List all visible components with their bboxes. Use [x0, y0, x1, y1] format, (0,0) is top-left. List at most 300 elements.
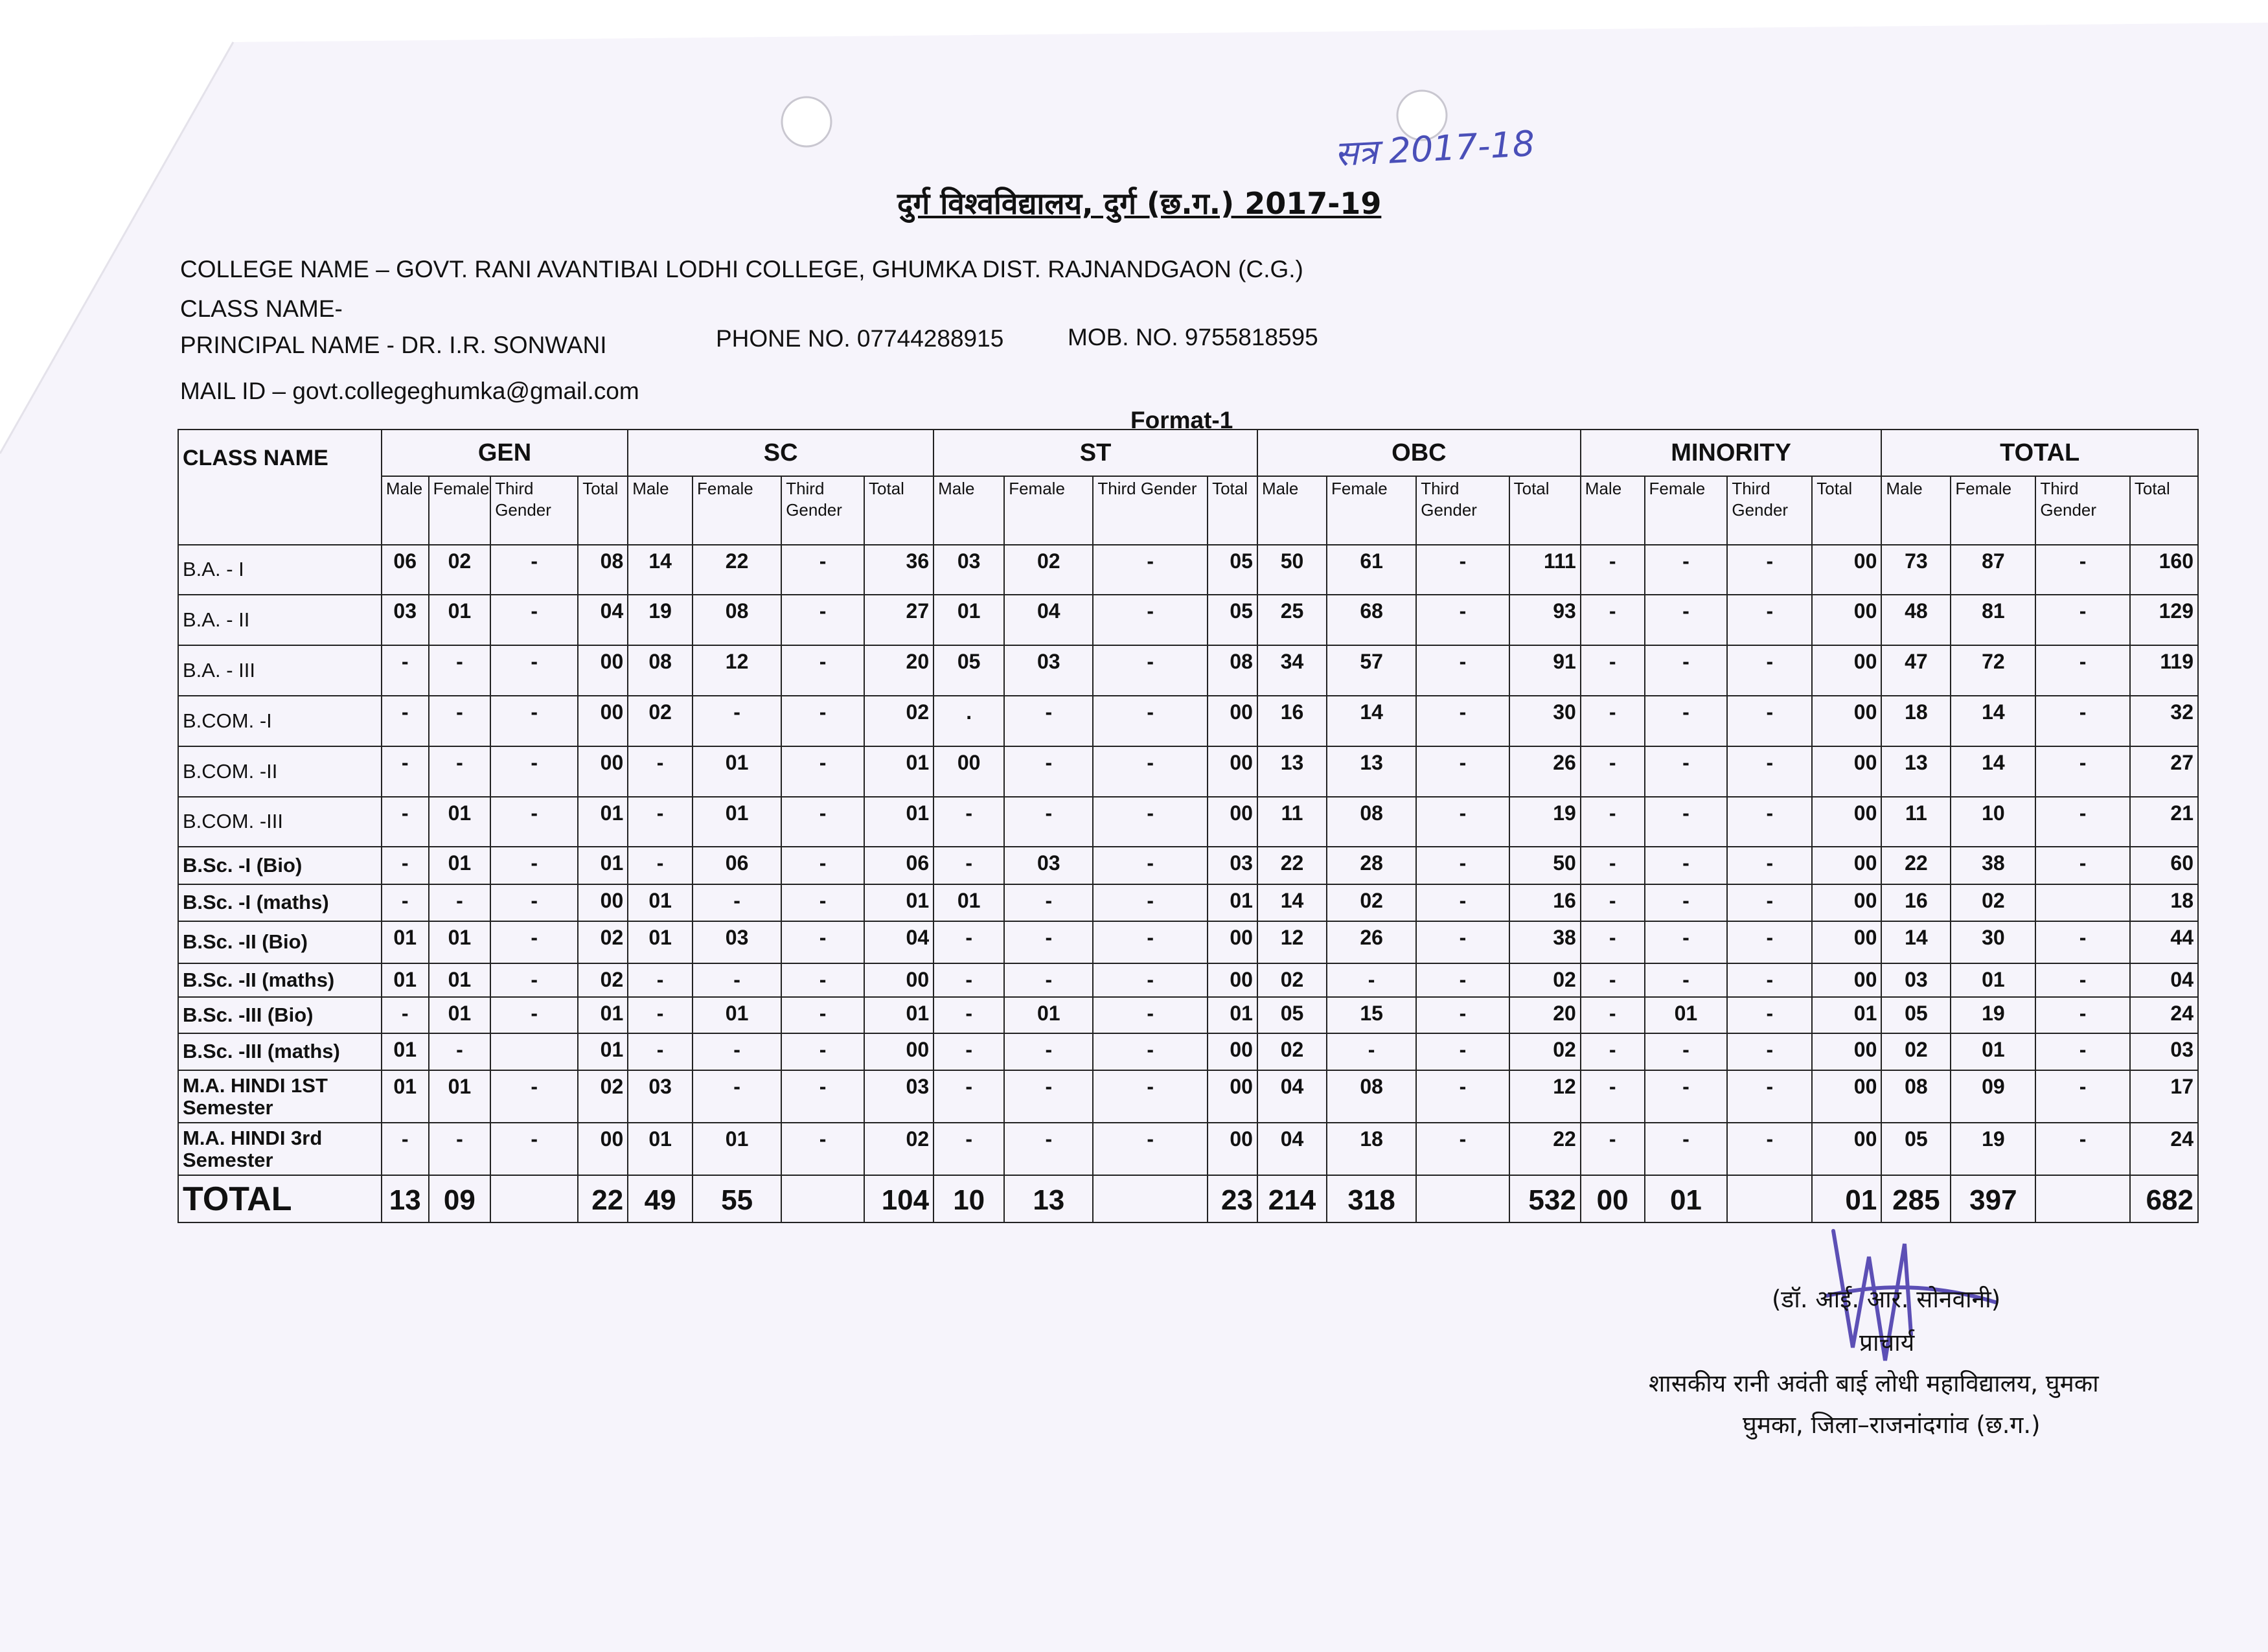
value-cell: 17: [2130, 1070, 2198, 1123]
value-cell: -: [1093, 1070, 1208, 1123]
value-cell: -: [1727, 696, 1812, 746]
value-cell: 04: [1257, 1123, 1327, 1175]
value-cell: 30: [1509, 696, 1581, 746]
value-cell: -: [2035, 997, 2129, 1033]
format-label: Format-1: [1130, 407, 1233, 433]
value-cell: -: [693, 963, 781, 997]
value-cell: 49: [628, 1175, 693, 1222]
value-cell: 04: [578, 595, 628, 645]
value-cell: 93: [1509, 595, 1581, 645]
value-cell: 01: [864, 746, 934, 797]
value-cell: 14: [1951, 696, 2035, 746]
value-cell: 01: [864, 997, 934, 1033]
value-cell: 02: [1257, 963, 1327, 997]
value-cell: 09: [429, 1175, 491, 1222]
value-cell: 91: [1509, 645, 1581, 696]
value-cell: 00: [578, 645, 628, 696]
table-row: [178, 997, 2198, 1033]
value-cell: -: [429, 1123, 491, 1175]
value-cell: 285: [1881, 1175, 1951, 1222]
value-cell: -: [1416, 746, 1509, 797]
value-cell: 03: [693, 921, 781, 964]
subcol-header: Third Gender: [1727, 476, 1812, 545]
table-row: [178, 696, 2198, 746]
class-name-cell: B.Sc. -II (maths): [178, 963, 382, 997]
value-cell: -: [1416, 1123, 1509, 1175]
value-cell: 61: [1327, 545, 1416, 595]
value-cell: -: [1645, 696, 1728, 746]
value-cell: -: [1416, 847, 1509, 884]
value-cell: -: [781, 797, 864, 847]
value-cell: 08: [1327, 797, 1416, 847]
value-cell: 00: [1812, 921, 1881, 964]
value-cell: 14: [1881, 921, 1951, 964]
value-cell: 10: [934, 1175, 1004, 1222]
value-cell: -: [382, 997, 429, 1033]
class-name-cell: B.Sc. -II (Bio): [178, 921, 382, 964]
value-cell: 160: [2130, 545, 2198, 595]
value-cell: 00: [1208, 797, 1257, 847]
value-cell: -: [1581, 545, 1645, 595]
value-cell: 01: [1004, 997, 1093, 1033]
class-name-cell: B.COM. -III: [178, 797, 382, 847]
value-cell: -: [1581, 1123, 1645, 1175]
value-cell: -: [490, 921, 578, 964]
class-name-cell: B.A. - II: [178, 595, 382, 645]
value-cell: 14: [1327, 696, 1416, 746]
value-cell: -: [1093, 645, 1208, 696]
value-cell: 00: [1812, 746, 1881, 797]
value-cell: -: [628, 847, 693, 884]
value-cell: 00: [1208, 696, 1257, 746]
value-cell: 214: [1257, 1175, 1327, 1222]
value-cell: -: [1645, 847, 1728, 884]
value-cell: 22: [1881, 847, 1951, 884]
value-cell: -: [429, 1033, 491, 1070]
value-cell: 03: [1004, 847, 1093, 884]
class-name-cell: B.Sc. -III (maths): [178, 1033, 382, 1070]
value-cell: 06: [864, 847, 934, 884]
value-cell: -: [1645, 746, 1728, 797]
value-cell: -: [781, 746, 864, 797]
value-cell: 19: [1951, 997, 2035, 1033]
value-cell: 00: [578, 884, 628, 921]
value-cell: 27: [864, 595, 934, 645]
value-cell: -: [490, 1123, 578, 1175]
value-cell: -: [1093, 746, 1208, 797]
value-cell: -: [934, 1123, 1004, 1175]
value-cell: 00: [1812, 847, 1881, 884]
value-cell: 01: [628, 921, 693, 964]
value-cell: -: [1581, 1033, 1645, 1070]
value-cell: 22: [1257, 847, 1327, 884]
value-cell: 02: [1327, 884, 1416, 921]
value-cell: -: [490, 696, 578, 746]
value-cell: 01: [1951, 963, 2035, 997]
value-cell: -: [1416, 921, 1509, 964]
value-cell: -: [1727, 1123, 1812, 1175]
table-row: [178, 1033, 2198, 1070]
value-cell: 01: [429, 963, 491, 997]
value-cell: 00: [1812, 1123, 1881, 1175]
class-name-cell: B.COM. -II: [178, 746, 382, 797]
value-cell: 01: [1812, 1175, 1881, 1222]
value-cell: -: [781, 696, 864, 746]
value-cell: 36: [864, 545, 934, 595]
value-cell: -: [1416, 595, 1509, 645]
value-cell: 13: [1327, 746, 1416, 797]
class-name-header: CLASS NAME: [178, 430, 382, 545]
class-name-cell: B.A. - I: [178, 545, 382, 595]
enrollment-table: [178, 429, 2199, 1223]
value-cell: 01: [693, 746, 781, 797]
value-cell: -: [1004, 696, 1093, 746]
table-row: [178, 595, 2198, 645]
value-cell: 532: [1509, 1175, 1581, 1222]
value-cell: -: [1727, 545, 1812, 595]
value-cell: 01: [578, 1033, 628, 1070]
value-cell: -: [490, 645, 578, 696]
value-cell: 00: [864, 963, 934, 997]
value-cell: [2035, 884, 2129, 921]
value-cell: -: [781, 595, 864, 645]
class-name-cell: M.A. HINDI 3rd Semester: [178, 1123, 382, 1175]
value-cell: 23: [1208, 1175, 1257, 1222]
signatory-place: घुमका, जिला–राजनांदगांव (छ.ग.): [1743, 1411, 2041, 1439]
value-cell: 00: [1208, 1070, 1257, 1123]
value-cell: 05: [1208, 545, 1257, 595]
value-cell: -: [429, 645, 491, 696]
value-cell: 111: [1509, 545, 1581, 595]
subcol-header: Third Gender: [781, 476, 864, 545]
value-cell: -: [1004, 1123, 1093, 1175]
value-cell: 00: [1812, 595, 1881, 645]
value-cell: -: [693, 1070, 781, 1123]
value-cell: -: [382, 696, 429, 746]
subcol-header: Total: [1208, 476, 1257, 545]
value-cell: 68: [1327, 595, 1416, 645]
subcol-header: Male: [1581, 476, 1645, 545]
value-cell: -: [781, 545, 864, 595]
table-row: [178, 963, 2198, 997]
value-cell: 13: [1257, 746, 1327, 797]
value-cell: 02: [1509, 963, 1581, 997]
subcol-header: Female: [1327, 476, 1416, 545]
value-cell: 12: [693, 645, 781, 696]
value-cell: 22: [578, 1175, 628, 1222]
value-cell: -: [2035, 1033, 2129, 1070]
signatory-name: (डॉ. आई. आर. सोनवानी): [1772, 1285, 2001, 1313]
value-cell: -: [1581, 847, 1645, 884]
value-cell: -: [490, 545, 578, 595]
value-cell: 02: [1257, 1033, 1327, 1070]
value-cell: 01: [382, 1070, 429, 1123]
value-cell: -: [934, 963, 1004, 997]
class-name-label: CLASS NAME-: [180, 295, 343, 322]
value-cell: -: [382, 1123, 429, 1175]
value-cell: -: [1645, 797, 1728, 847]
value-cell: 129: [2130, 595, 2198, 645]
value-cell: 119: [2130, 645, 2198, 696]
value-cell: 05: [934, 645, 1004, 696]
value-cell: 19: [628, 595, 693, 645]
value-cell: -: [1416, 545, 1509, 595]
table-row: [178, 1123, 2198, 1175]
value-cell: -: [382, 847, 429, 884]
value-cell: 00: [864, 1033, 934, 1070]
signatory-college: शासकीय रानी अवंती बाई लोधी महाविद्यालय, घुमका: [1649, 1370, 2099, 1397]
value-cell: -: [490, 884, 578, 921]
phone-number: PHONE NO. 07744288915: [716, 325, 1004, 352]
value-cell: -: [490, 797, 578, 847]
value-cell: [490, 1175, 578, 1222]
value-cell: 00: [1208, 1033, 1257, 1070]
value-cell: 00: [1208, 921, 1257, 964]
class-name-cell: B.COM. -I: [178, 696, 382, 746]
value-cell: 22: [1509, 1123, 1581, 1175]
value-cell: -: [1416, 884, 1509, 921]
value-cell: -: [1581, 696, 1645, 746]
value-cell: 01: [429, 997, 491, 1033]
subcol-header: Female: [693, 476, 781, 545]
value-cell: 02: [578, 1070, 628, 1123]
value-cell: 08: [628, 645, 693, 696]
table-row: [178, 1070, 2198, 1123]
value-cell: 38: [1951, 847, 2035, 884]
value-cell: 06: [382, 545, 429, 595]
value-cell: 13: [1004, 1175, 1093, 1222]
value-cell: -: [1416, 1033, 1509, 1070]
value-cell: 05: [1881, 1123, 1951, 1175]
value-cell: [1727, 1175, 1812, 1222]
value-cell: 08: [578, 545, 628, 595]
value-cell: -: [1727, 1070, 1812, 1123]
value-cell: 03: [934, 545, 1004, 595]
value-cell: 04: [1004, 595, 1093, 645]
value-cell: -: [1093, 696, 1208, 746]
value-cell: 55: [693, 1175, 781, 1222]
value-cell: 00: [1581, 1175, 1645, 1222]
value-cell: 00: [1208, 963, 1257, 997]
value-cell: 18: [1327, 1123, 1416, 1175]
table-row: [178, 545, 2198, 595]
value-cell: -: [2035, 797, 2129, 847]
value-cell: 06: [693, 847, 781, 884]
value-cell: -: [1645, 545, 1728, 595]
value-cell: 318: [1327, 1175, 1416, 1222]
value-cell: 00: [1208, 746, 1257, 797]
value-cell: -: [1004, 1033, 1093, 1070]
value-cell: 13: [382, 1175, 429, 1222]
value-cell: -: [382, 884, 429, 921]
class-name-cell: B.A. - III: [178, 645, 382, 696]
value-cell: -: [490, 746, 578, 797]
value-cell: 50: [1257, 545, 1327, 595]
value-cell: 24: [2130, 1123, 2198, 1175]
value-cell: 73: [1881, 545, 1951, 595]
college-name: COLLEGE NAME – GOVT. RANI AVANTIBAI LODHI COLLEGE, GHUMKA DIST. RAJNANDGAON (C.G.): [180, 256, 1303, 282]
value-cell: -: [1093, 884, 1208, 921]
value-cell: 03: [1004, 645, 1093, 696]
value-cell: -: [693, 1033, 781, 1070]
value-cell: -: [490, 595, 578, 645]
value-cell: -: [781, 645, 864, 696]
value-cell: 00: [1812, 963, 1881, 997]
value-cell: -: [628, 997, 693, 1033]
value-cell: 02: [578, 963, 628, 997]
value-cell: [2035, 1175, 2129, 1222]
value-cell: 14: [628, 545, 693, 595]
value-cell: -: [934, 921, 1004, 964]
principal-name: PRINCIPAL NAME - DR. I.R. SONWANI: [180, 332, 607, 358]
value-cell: -: [628, 797, 693, 847]
value-cell: -: [1727, 1033, 1812, 1070]
value-cell: 04: [2130, 963, 2198, 997]
subcol-header: Male: [934, 476, 1004, 545]
subcol-header: Female: [1645, 476, 1728, 545]
value-cell: -: [1416, 696, 1509, 746]
value-cell: 25: [1257, 595, 1327, 645]
value-cell: -: [1093, 595, 1208, 645]
value-cell: -: [490, 963, 578, 997]
value-cell: 00: [1812, 797, 1881, 847]
value-cell: 13: [1881, 746, 1951, 797]
value-cell: 02: [429, 545, 491, 595]
value-cell: -: [1727, 884, 1812, 921]
value-cell: 01: [429, 595, 491, 645]
subcol-header: Male: [628, 476, 693, 545]
value-cell: 08: [1881, 1070, 1951, 1123]
value-cell: 01: [628, 1123, 693, 1175]
subcol-header: Third Gender: [490, 476, 578, 545]
value-cell: 104: [864, 1175, 934, 1222]
class-name-cell: B.Sc. -I (maths): [178, 884, 382, 921]
value-cell: -: [1645, 1123, 1728, 1175]
mobile-number: MOB. NO. 9755818595: [1068, 324, 1318, 350]
value-cell: 04: [1257, 1070, 1327, 1123]
value-cell: -: [781, 1070, 864, 1123]
value-cell: 20: [1509, 997, 1581, 1033]
value-cell: -: [1416, 1070, 1509, 1123]
value-cell: 16: [1509, 884, 1581, 921]
value-cell: 08: [1327, 1070, 1416, 1123]
value-cell: 01: [578, 997, 628, 1033]
value-cell: -: [1004, 1070, 1093, 1123]
value-cell: -: [490, 1070, 578, 1123]
value-cell: 26: [1327, 921, 1416, 964]
class-name-cell: B.Sc. -III (Bio): [178, 997, 382, 1033]
value-cell: -: [1645, 921, 1728, 964]
value-cell: -: [1327, 1033, 1416, 1070]
table-row: [178, 921, 2198, 964]
value-cell: -: [1727, 595, 1812, 645]
value-cell: 01: [934, 595, 1004, 645]
value-cell: -: [781, 921, 864, 964]
value-cell: -: [1581, 997, 1645, 1033]
subcol-header: Total: [578, 476, 628, 545]
value-cell: 38: [1509, 921, 1581, 964]
value-cell: -: [1581, 963, 1645, 997]
value-cell: 26: [1509, 746, 1581, 797]
value-cell: [1093, 1175, 1208, 1222]
group-header-minority: MINORITY: [1581, 430, 1882, 476]
value-cell: 09: [1951, 1070, 2035, 1123]
value-cell: -: [1645, 963, 1728, 997]
total-row: [178, 1175, 2198, 1222]
subcol-header: Male: [1257, 476, 1327, 545]
value-cell: -: [2035, 1070, 2129, 1123]
value-cell: 24: [2130, 997, 2198, 1033]
value-cell: -: [934, 997, 1004, 1033]
value-cell: 682: [2130, 1175, 2198, 1222]
value-cell: 02: [1951, 884, 2035, 921]
subcol-header: Third Gender: [1416, 476, 1509, 545]
value-cell: 44: [2130, 921, 2198, 964]
value-cell: -: [490, 847, 578, 884]
value-cell: 87: [1951, 545, 2035, 595]
value-cell: 02: [628, 696, 693, 746]
value-cell: 01: [1812, 997, 1881, 1033]
subcol-header: Third Gender: [1093, 476, 1208, 545]
value-cell: -: [382, 797, 429, 847]
value-cell: -: [1327, 963, 1416, 997]
class-name-cell: TOTAL: [178, 1175, 382, 1222]
value-cell: 00: [578, 1123, 628, 1175]
value-cell: 01: [628, 884, 693, 921]
value-cell: -: [1093, 847, 1208, 884]
value-cell: -: [781, 1033, 864, 1070]
value-cell: 02: [864, 1123, 934, 1175]
value-cell: -: [490, 997, 578, 1033]
value-cell: 18: [1881, 696, 1951, 746]
value-cell: 03: [382, 595, 429, 645]
value-cell: 01: [1951, 1033, 2035, 1070]
value-cell: 08: [1208, 645, 1257, 696]
group-header-total: TOTAL: [1881, 430, 2198, 476]
value-cell: -: [429, 696, 491, 746]
value-cell: -: [1645, 595, 1728, 645]
value-cell: 00: [1812, 1033, 1881, 1070]
value-cell: 01: [693, 997, 781, 1033]
signatory-title: प्राचार्य: [1859, 1329, 1915, 1357]
value-cell: 14: [1951, 746, 2035, 797]
value-cell: 01: [1208, 997, 1257, 1033]
value-cell: [1416, 1175, 1509, 1222]
value-cell: 03: [2130, 1033, 2198, 1070]
value-cell: 32: [2130, 696, 2198, 746]
value-cell: 22: [693, 545, 781, 595]
value-cell: 00: [1812, 1070, 1881, 1123]
value-cell: 12: [1257, 921, 1327, 964]
value-cell: 00: [1812, 884, 1881, 921]
value-cell: 03: [1208, 847, 1257, 884]
value-cell: -: [1581, 797, 1645, 847]
table-row: [178, 884, 2198, 921]
subcol-header: Female: [1951, 476, 2035, 545]
value-cell: -: [2035, 696, 2129, 746]
value-cell: 01: [429, 847, 491, 884]
value-cell: -: [382, 645, 429, 696]
subcol-header: Female: [429, 476, 491, 545]
value-cell: 05: [1208, 595, 1257, 645]
value-cell: 02: [864, 696, 934, 746]
value-cell: -: [1581, 645, 1645, 696]
value-cell: 01: [382, 921, 429, 964]
value-cell: 04: [864, 921, 934, 964]
value-cell: -: [1093, 1123, 1208, 1175]
value-cell: -: [2035, 963, 2129, 997]
value-cell: 27: [2130, 746, 2198, 797]
